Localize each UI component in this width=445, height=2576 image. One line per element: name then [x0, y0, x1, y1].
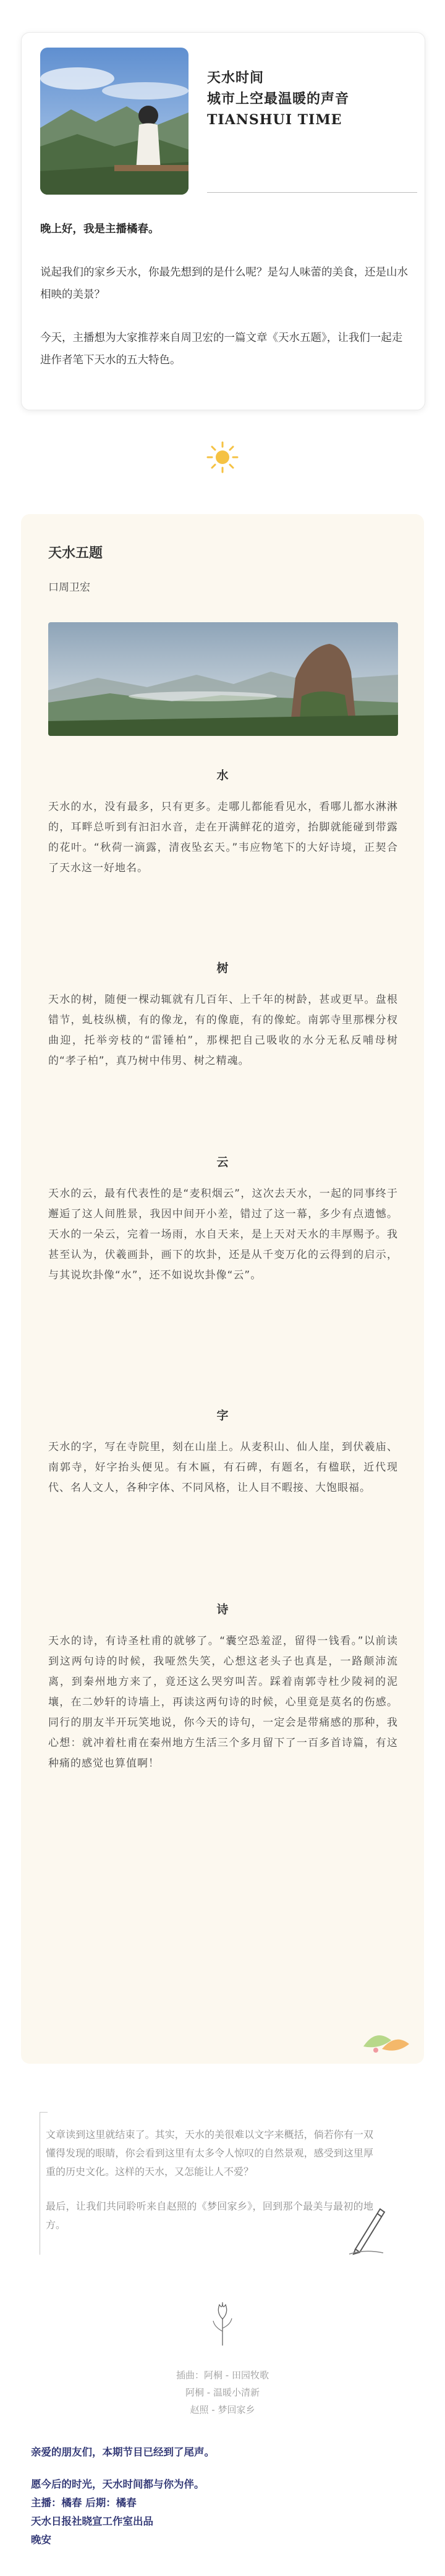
section-body-clouds: 天水的云，最有代表性的是“麦积烟云”，这次去天水，一起的同事终于邂逅了这人间胜景，我因中间开小差，错过了这一幕，多少有点遗憾。天水的一朵云，完着一场雨，水自天来，是上天对天水的丰厚赐予。我甚至认为，伏羲画卦，画下的坎卦，还是从千变万化的云得到的启示，与其说坎卦像“水”，还不如说坎卦像“云”。 — [48, 1188, 398, 1282]
article-title: 天水五题 — [48, 546, 103, 561]
section-body-water: 天水的水，没有最多，只有更多。走哪儿都能看见水，看哪儿都水淋淋的，耳畔总听到有汩汩水音，走在开满鲜花的道旁，抬脚就能碰到带露的花叶。“秋荷一滴露，清夜坠玄天。”韦应物笔下的大好诗境，正契合了天水这一好地名。 — [48, 801, 398, 874]
closing-note — [46, 2126, 373, 2250]
credit-line-3: 赵照 - 梦回家乡 — [190, 2404, 255, 2415]
outro-line-1: 亲爱的朋友们，本期节目已经到了尾声。 — [31, 2446, 214, 2458]
pen-icon — [346, 2200, 389, 2255]
music-credits — [0, 2367, 445, 2418]
intro-text — [40, 218, 409, 392]
credit-line-1: 插曲：阿桐 - 田园牧歌 — [176, 2370, 269, 2381]
leaf-decoration-icon — [357, 2022, 412, 2056]
outro-line-4: 天水日报社晓宣工作室出品 — [31, 2515, 153, 2527]
article-author: 口周卫宏 — [48, 581, 90, 594]
header-card — [21, 32, 425, 410]
program-title — [207, 67, 349, 130]
outro-line-5: 晚安 — [31, 2534, 51, 2546]
outro-line-3: 主播：橘春 后期：橘春 — [31, 2497, 137, 2509]
host-photo — [40, 48, 189, 195]
flower-sketch-icon — [207, 2297, 238, 2347]
credit-line-2: 阿桐 - 温暖小清新 — [185, 2387, 260, 2398]
closing-paragraph-1: 文章读到这里就结束了。其实，天水的美很难以文字来概括，倘若你有一双懂得发现的眼睛，你会看到这里有太多令人惊叹的自然景观，感受到这里厚重的历史文化。这样的天水，又怎能让人不爱？ — [46, 2129, 373, 2177]
outro — [31, 2443, 414, 2549]
closing-paragraph-2: 最后，让我们共同聆听来自赵照的《梦回家乡》，回到那个最美与最初的地方。 — [46, 2200, 373, 2231]
section-heading-water: 水 — [216, 769, 229, 782]
intro-paragraph-2: 今天，主播想为大家推荐来自周卫宏的一篇文章《天水五题》，让我们一起走进作者笔下天水的五大特色。 — [40, 332, 403, 366]
divider — [207, 192, 417, 193]
section-heading-trees: 树 — [216, 961, 229, 975]
section-body-calligraphy: 天水的字，写在寺院里，刻在山崖上。从麦积山、仙人崖，到伏羲庙、南郭寺，好字抬头便见。有木匾，有石碑，有题名，有楹联，近代现代、名人文人，各种字体、不同风格，让人目不暇接、大饱眼福。 — [48, 1441, 398, 1494]
outro-line-2: 愿今后的时光，天水时间都与你为伴。 — [31, 2478, 205, 2490]
section-body-trees: 天水的树，随便一棵动辄就有几百年、上千年的树龄，甚或更早。盘根错节，虬枝纵横，有的像龙，有的像鹿，有的像蛇。南郭寺里那棵分杈曲迎，托举旁枝的“雷锤柏”，那棵把自己吸收的水分无私反哺母树的“孝子柏”，真乃树中伟男、树之精魂。 — [48, 994, 398, 1067]
article-card — [21, 514, 424, 2064]
section-heading-clouds: 云 — [216, 1155, 229, 1169]
intro-paragraph-1: 说起我们的家乡天水，你最先想到的是什么呢？是勾人味蕾的美食，还是山水相映的美景？ — [40, 266, 408, 301]
section-heading-poetry: 诗 — [216, 1603, 229, 1616]
sun-icon — [204, 439, 241, 476]
section-body-poetry: 天水的诗，有诗圣杜甫的就够了。“囊空恐羞涩，留得一钱看。”以前读到这两句诗的时候，我哑然失笑，心想这老头子也真是，一路颠沛流离，到秦州地方来了，竟还这么哭穷叫苦。踩着南郭寺杜少陵祠的泥壤，在二妙轩的诗墙上，再读这两句诗的时候，心里竟是莫名的伤感。同行的朋友半开玩笑地说，你今天的诗句，一定会是带痛感的那种，我心想：就冲着杜甫在秦州地方生活三个多月留下了一百多首诗篇，有这种痛的感觉也算值啊！ — [48, 1635, 398, 1770]
maiji-mountain-image — [48, 622, 398, 736]
greeting: 晚上好，我是主播橘春。 — [40, 223, 159, 235]
section-heading-calligraphy: 字 — [216, 1409, 229, 1422]
title-line-2: 城市上空最温暖的声音 — [207, 91, 350, 107]
title-line-1: 天水时间 — [207, 70, 265, 86]
title-line-3: TIANSHUI TIME — [207, 112, 342, 128]
